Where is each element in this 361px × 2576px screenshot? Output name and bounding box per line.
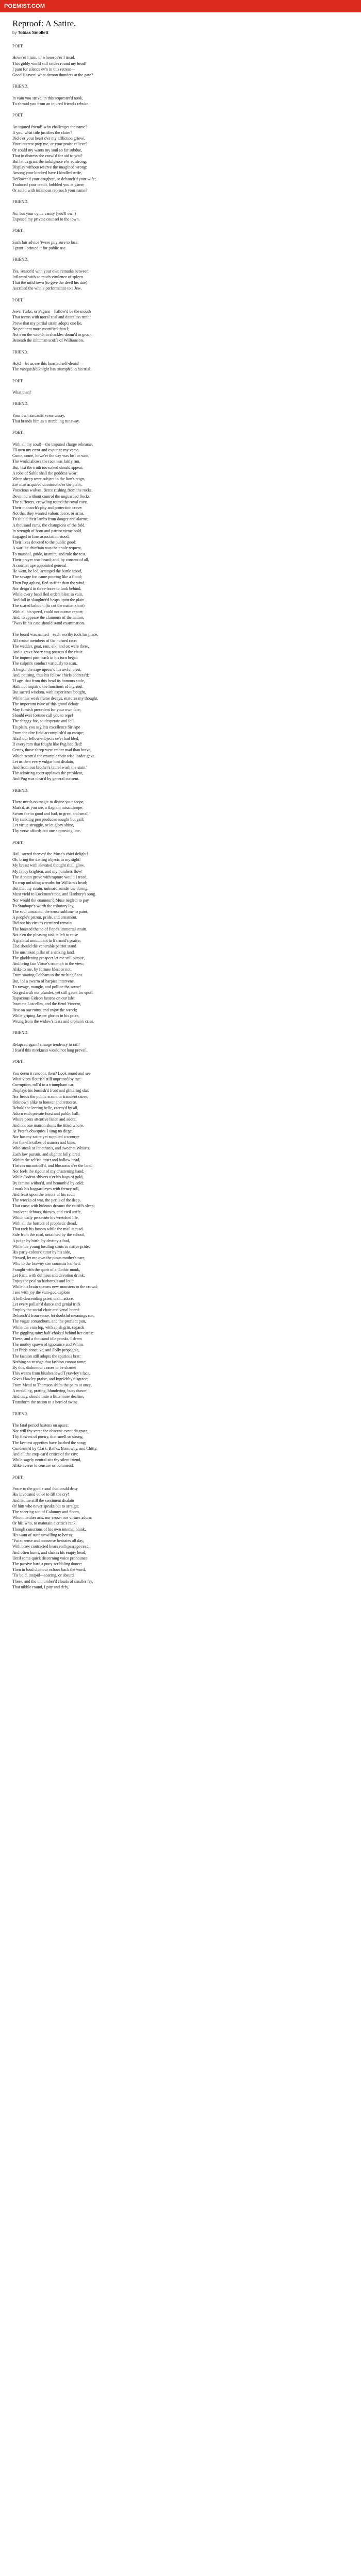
poem-line: Who to the brawny sire commits her heir. <box>12 1261 81 1266</box>
poem-line: Thy rankling pen produces nought but gall: <box>12 817 84 822</box>
poem-line: Who sneak at Jonathan's, and swear at White's. <box>12 1146 90 1151</box>
poem-line: The soul unstain'd, the sense sublime to paint, <box>12 909 88 914</box>
poem-line: Ere man acquired dominion o'er the plain, <box>12 482 82 487</box>
stanza <box>12 240 349 251</box>
poem-line: Condemn'd by Clark, Banks, Barrowby, and Chitty, <box>12 1446 97 1451</box>
poem-line: The fatal period hastens on apace: <box>12 1423 69 1428</box>
poem-page <box>0 12 361 1590</box>
poem-line: And, to appease the clamours of the nation, <box>12 615 84 620</box>
stanza <box>12 401 349 406</box>
poem-line: Alas! our fellow-subjects ne'er had bled, <box>12 736 79 741</box>
poem-line: Engaged in firm association stood, <box>12 534 70 539</box>
speaker-label: POET. <box>12 113 24 118</box>
poem-line: Nor heeds the public scorn, or transient curse, <box>12 1094 88 1099</box>
poem-line: Let Pride conceive, and Folly propagate, <box>12 1348 79 1353</box>
poem-line: The scared baboon, (to cut the matter short) <box>12 603 85 608</box>
poem-line: Debauch'd from sense, let doubtful meanings run, <box>12 1313 95 1318</box>
stanza <box>12 442 349 782</box>
speaker-label: FRIEND. <box>12 1411 28 1416</box>
stanza <box>12 83 349 89</box>
poem-line: Or could my wants my soul so far subdue, <box>12 147 83 152</box>
poem-line: Pleased, let me own the pious mother's care, <box>12 1256 86 1261</box>
poem-line: The admiring court applauds the president, <box>12 771 84 776</box>
poem-line: Gives Hawley praise, and Ingoldsby disgrace; <box>12 1377 89 1382</box>
stanza <box>12 211 349 222</box>
poem-line: While sagely neutral sits thy silent friend, <box>12 1458 81 1463</box>
poem-line: He went, he led, arranged the battle stood, <box>12 569 83 574</box>
poem-line: A grateful monument to Barnard's praise; <box>12 938 81 943</box>
stanza <box>12 268 349 292</box>
poem-line: Until some quick discerning voice pronounce <box>12 1555 88 1561</box>
poem-line: Good Heaven! what demon thunders at the gate? <box>12 73 93 77</box>
poem-line: But let us grant the indulgence e'er so strong; <box>12 159 87 164</box>
stanza <box>12 413 349 424</box>
poem-line: While the young lordling struts in native pride, <box>12 1244 90 1249</box>
poem-line: Gorged with our plunder, yet still gaunt for spoil, <box>12 990 94 995</box>
site-header <box>0 0 361 12</box>
poem-line: Displays his burnish'd front and glittering star; <box>12 1088 89 1093</box>
poem-line: Safe from the road, untainted by the school, <box>12 1232 85 1238</box>
poem-line: Deflower'd your daughter, or debauch'd your wife; <box>12 176 96 181</box>
poem-line: Their prayer was heard; and, by consent of all, <box>12 557 89 562</box>
poem-line: While the vain fop, with apish grin, regards <box>12 1325 85 1330</box>
poem-line: To Stanhope's worth the tributary lay, <box>12 903 74 908</box>
poem-line: With all my soul!—the imputed charge rehearse; <box>12 442 93 447</box>
stanza <box>12 1486 349 1590</box>
poem-line: A courtier ape appointed general. <box>12 563 68 568</box>
poem-line: Exposed my private counsel to the town. <box>12 216 80 222</box>
stanza <box>12 430 349 435</box>
poem-line: Corruption, roll'd in a triumphant car, <box>12 1082 74 1088</box>
poem-line: The world allows the race was fairly run. <box>12 459 80 464</box>
poem-line: His want of taste unwilling to betray, <box>12 1532 74 1537</box>
poem-line: Transform the nation to a herd of swine. <box>12 1400 79 1405</box>
poem-line: Mark'd, as you are, a flagrant misanthrope: <box>12 805 84 810</box>
poem-line: Display without reserve the imagined wrong: <box>12 165 87 170</box>
poem-line: Then Pug aghast, fled swifter than the wind, <box>12 580 86 585</box>
poem-line: Ascribed the whole performance to a Jew. <box>12 286 82 291</box>
stanza <box>12 1059 349 1064</box>
poem-line: Enjoy the peal so barbarous and loud, <box>12 1279 75 1284</box>
poem-line: While Codrus shivers o'er his bags of gold, <box>12 1175 84 1180</box>
poem-line: I pant for silence ev'n in this retreat— <box>12 66 75 72</box>
poem-line: Thrives uncontroll'd, and blossoms o'er the land, <box>12 1163 93 1168</box>
poem-line: From Mead to Thomson shifts the palm at once, <box>12 1382 92 1387</box>
poem-line: Behold the leering belle, caress'd by all, <box>12 1105 78 1110</box>
poem-line: 'If age, that from this head its honours stole, <box>12 679 85 684</box>
poem-line: But sacred wisdom, with experience bought, <box>12 690 86 695</box>
poem-line: Yes, season'd with your own remarks between, <box>12 268 90 274</box>
poem-line: And bring fair Virtue's triumph to the view; <box>12 961 85 966</box>
poem-line: The vague conundrum, and the prurient pun, <box>12 1319 86 1324</box>
poem-line: And often hums, and shakes his empty head, <box>12 1550 86 1555</box>
poem-line: That brands him as a trembling runaway. <box>12 418 80 423</box>
poem-line: Hail, sacred themes! the Muse's chief delight! <box>12 852 88 857</box>
poem-line: 'Twas fit his case should stand examination. <box>12 620 85 625</box>
stanza <box>12 840 349 845</box>
poem-line: For the vile tribes of usurers and bites, <box>12 1140 76 1145</box>
poem-line: A thousand rams, the champions of the fold, <box>12 522 86 528</box>
speaker-label: POET. <box>12 378 24 383</box>
poem-line: Prove that my partial strain adopts one lie, <box>12 320 83 326</box>
poem-line: Traduced your credit, bubbled you at game; <box>12 182 85 187</box>
stanza <box>12 199 349 205</box>
poem-title: Reproof: A Satire. <box>12 19 76 28</box>
site-logo[interactable]: POEMIST.COM <box>4 3 45 9</box>
poem-line: There needs no magic to divine your scope, <box>12 800 85 805</box>
poem-line: These, and a thousand idle pranks, I deem <box>12 1336 82 1342</box>
poem-line: Or soil'd with infamous reproach your name? <box>12 188 87 193</box>
poem-body <box>12 43 349 1590</box>
poem-line: Not e'en the pleasing task is left to raise <box>12 932 78 937</box>
speaker-label: FRIEND. <box>12 349 28 354</box>
poem-line: Oh, bring the darling objects to my sight! <box>12 857 81 862</box>
poem-line: This weans from blushes lewd Tyrawley's face, <box>12 1371 91 1376</box>
poem-line: Thy flowers of poetry, that smell so strong, <box>12 1434 84 1439</box>
poem-line: Nor would the enamour'd Muse neglect to pay <box>12 897 89 903</box>
poem-line: Wrung from the widow's tears and orphan's cries. <box>12 1019 94 1024</box>
poem-line: No; but your cynic vanity (you'll own) <box>12 211 76 216</box>
poem-line: Thy verse affords not one approving line. <box>12 828 81 834</box>
poem-line: The vanquish'd knight has triumph'd in his trial. <box>12 367 92 372</box>
poem-line: Nor will thy verse the obscene event disgrace; <box>12 1429 89 1434</box>
poem-line: That teems with moral zeal and dauntless truth! <box>12 315 91 320</box>
stanza <box>12 389 349 395</box>
byline-prefix: by <box>12 30 17 35</box>
poem-line: With brow contracted hears each passage read, <box>12 1544 90 1549</box>
poem-line: Sworn foe to good and bad, to great and small, <box>12 811 90 816</box>
poem-line: Not that they wanted valour, force, or arms, <box>12 511 85 516</box>
poem-line: The unshaken pillar of a sinking land. <box>12 950 75 955</box>
author-link[interactable]: Tobias Smollett <box>18 30 48 35</box>
poem-line: The wedder, goat, ram, elk, and ox were there, <box>12 643 89 649</box>
poem-line: From soaring Cobham to the melting Scot. <box>12 973 83 978</box>
poem-line: A length the sage uprear'd his awful crest, <box>12 667 81 672</box>
poem-line: An injured friend!-who challenges the name? <box>12 124 88 129</box>
poem-line <box>12 626 349 632</box>
poem-line: That nibble round, I pity and defy. <box>12 1584 69 1589</box>
poem-line: While this weak frame decays, matures my thought, <box>12 696 99 701</box>
speaker-label: FRIEND. <box>12 84 28 89</box>
stanza <box>12 228 349 233</box>
poem-line: A people's patron, pride, and ornament, <box>12 915 77 920</box>
poem-line: While his brain spawns new monsters to the crowd; <box>12 1284 98 1290</box>
speaker-label: POET. <box>12 1475 24 1480</box>
poem-line: Howe'er I turn, or wheresoe'er I tread, <box>12 55 75 60</box>
poem-line: Did not his virtues eternized remain <box>12 921 72 926</box>
poem-line: These, and the unnumber'd clouds of smaller fry, <box>12 1579 93 1584</box>
poem-line: Such fair advice 'twere pity sure to lose: <box>12 240 79 245</box>
poem-line: A hell-descending priest and... adore. <box>12 1296 74 1301</box>
poem-line: Inflamed with so much virulence of spleen <box>12 274 83 279</box>
poem-line: When sheep were subject to the lion's reign, <box>12 476 85 481</box>
poem-line: Should ever fortune call you to repel <box>12 713 73 718</box>
poem-line: Hold—let us see this boasted self-denial— <box>12 361 84 366</box>
poem-line: I grant I printed it for public use. <box>12 245 67 250</box>
poem-line: A robe of Sable shall the goddess wear: <box>12 470 78 476</box>
poem-line: The savage foe came pouring like a flood; <box>12 574 82 580</box>
poem-line: The culprit's conduct variously to scan. <box>12 661 77 666</box>
poem-line: Alike to me, by fortune blest or not, <box>12 967 72 972</box>
poem-line: What vices flourish still unpruned by me: <box>12 1076 81 1081</box>
poem-line: The boasted theme of Pope's immortal strain. <box>12 926 87 931</box>
poem-line: And a grave hoary stag possess'd the chair. <box>12 650 83 654</box>
poem-line: Rapacious Gideon fastens on our isle: <box>12 996 75 1001</box>
speaker-label: POET. <box>12 840 24 845</box>
poem-line: By famine wither'd, and benumb'd by cold; <box>12 1180 84 1185</box>
poem-line: If every ram that fought like Pug had fled! <box>12 742 83 747</box>
poem-line: The sneering son of Calumny and Scorn, <box>12 1510 80 1515</box>
poem-line: I'll own my error and expunge my verse. <box>12 447 79 452</box>
speaker-label: FRIEND. <box>12 1030 28 1036</box>
poem-line: If you, what title justifies the claim? <box>12 130 72 135</box>
poem-line: Let Rich, with dullness and devotion drunk, <box>12 1273 85 1278</box>
poem-line: Their lives devoted to the public good: <box>12 540 76 545</box>
stanza <box>12 1042 349 1053</box>
poem-line: Devour'd without control the unguarded flocks: <box>12 494 91 499</box>
poem-line: The gladdening prospect let me still pursue, <box>12 955 85 960</box>
poem-line: But that my strain, unheard amidst the throng, <box>12 886 89 891</box>
poem-line: At Peter's obsequies I sung no dirge; <box>12 1128 73 1133</box>
poem-line: Which daily persecute his wretched life, <box>12 1215 79 1220</box>
poem-line: Nor deign'd in three-leave to look behind; <box>12 586 81 591</box>
poem-line: The important issue of this grand debate <box>12 701 79 706</box>
poem-line: Nor feels the rigour of my chastening hand: <box>12 1169 85 1174</box>
poem-line: 'Twixt sense and nonsense hesitates all day, <box>12 1538 84 1544</box>
poem-line: A judge by birth, by destiny a fool, <box>12 1238 70 1243</box>
poem-line: Which scorn'd the example their wise leader gave. <box>12 753 95 758</box>
poem-line: Or his, who, to maintain a critic's rank, <box>12 1521 77 1526</box>
poem-line: The inquest past, each in his turn began <box>12 655 78 660</box>
poem-line: Their monarch's pity and protection crave: <box>12 505 83 510</box>
speaker-label: POET. <box>12 430 24 435</box>
poem-line: In strength of horn and patriot virtue bold, <box>12 528 83 533</box>
stanza <box>12 309 349 343</box>
stanza <box>12 788 349 793</box>
poem-line: The board was named—each worthy took his place, <box>12 632 99 637</box>
poem-line: Come, come, howe'er the day was lost or won, <box>12 453 90 459</box>
poem-line: While griping Jasper glories in his prize, <box>12 1013 79 1018</box>
poem-line: You deem it rancour, then? Look round and see <box>12 1071 91 1076</box>
speaker-label: POET. <box>12 228 24 233</box>
stanza <box>12 1030 349 1036</box>
poem-line: To marshal, guide, instruct, and rule the rest. <box>12 551 86 556</box>
poem-line: All senior members of the horned race: <box>12 638 77 643</box>
poem-line: This giddy world still rattles round my head! <box>12 61 87 66</box>
poem-line: I fear'd this meekness would not long prevail. <box>12 1047 88 1053</box>
poem-line: From the dire field accomplish'd an escape; <box>12 730 85 735</box>
poem-line: I see with joy the vain-god deplore <box>12 1290 70 1295</box>
speaker-label: POET. <box>12 44 24 48</box>
poem-line: And feast upon the terrors of his soul; <box>12 1192 75 1197</box>
stanza <box>12 1411 349 1417</box>
poem-line: Let us then every vulgar hint disdain, <box>12 759 74 764</box>
poem-line: And from our brother's laurel wash the stain.' <box>12 765 87 770</box>
poem-line: Your interest prop me, or your praise relieve? <box>12 142 88 147</box>
speaker-label: POET. <box>12 297 24 302</box>
stanza <box>12 257 349 262</box>
stanza <box>12 43 349 49</box>
poem-line: Where peers attentive listen and adore, <box>12 1117 77 1122</box>
poem-line: Your own sarcastic verse unsay, <box>12 413 65 418</box>
poem-line: Though conscious of his own internal blank, <box>12 1527 86 1532</box>
poem-line: That curse with hideous dreams the caitiff's sleep; <box>12 1204 95 1209</box>
poem-line: Tis plain, you say, his excellence Sir Ape <box>12 724 80 730</box>
speaker-label: FRIEND. <box>12 401 28 406</box>
stanza <box>12 124 349 193</box>
poem-line: Then in loud clamour echoes back the word, <box>12 1567 86 1572</box>
poem-line: Unknown alike to honour and remorse. <box>12 1099 77 1105</box>
poem-line: To ravage, mangle, and pollute the scene! <box>12 984 81 989</box>
poem-line: With all his speed, could not outrun report; <box>12 609 84 614</box>
poem-line: Within the selfish heart and hollow head, <box>12 1157 80 1162</box>
poem-line: Hath not impair'd the functions of my soul, <box>12 684 84 689</box>
poem-line: The keenest appetites have loathed the song; <box>12 1440 86 1445</box>
poem-line: While every band fled orders bleat in vain, <box>12 591 83 597</box>
poem-line: To shroud you from an injured friend's rebuke. <box>12 101 90 106</box>
stanza <box>12 55 349 78</box>
poem-line: Employ the social chair and venal board: <box>12 1308 80 1313</box>
poem-line: Nor has my satire yet supplied a scourge <box>12 1134 79 1139</box>
speaker-label: FRIEND. <box>12 199 28 205</box>
poem-line: Relapsed again! strange tendency to rail! <box>12 1042 80 1047</box>
stanza <box>12 112 349 118</box>
poem-line: Nothing so strange that fashion cannot tame; <box>12 1359 87 1364</box>
poem-line: Jews, Turks, or Pagans—hallow'd be the mouth <box>12 309 91 314</box>
poem-line: And, pausing, thus his fellow chiefs address'd: <box>12 672 89 677</box>
poem-line: The wrecks of war, the perils of the deep, <box>12 1198 81 1203</box>
poem-line: Among your kindred have I kindled strife, <box>12 171 83 176</box>
stanza <box>12 349 349 355</box>
poem-line: The motley spawn of ignorance and Whim. <box>12 1342 84 1347</box>
poem-line: Each low pursuit, and slighter folly, bred <box>12 1151 80 1157</box>
stanza <box>12 297 349 303</box>
poem-line: 'Tis bold, insipid—soaring, or absurd.' <box>12 1573 76 1578</box>
poem-line: That the mild town (to give the devil his due) <box>12 280 88 285</box>
speaker-label: FRIEND. <box>12 788 28 793</box>
poem-line: And fall in slaughter'd heaps upon the plain. <box>12 598 86 603</box>
stanza <box>12 378 349 384</box>
poem-line: The shaggy foe, so desperate and fell. <box>12 719 75 724</box>
stanza <box>12 799 349 834</box>
poem-line: That rack his bosom while the mail is read. <box>12 1227 84 1232</box>
poem-line: Of him who never speaks but to arraign; <box>12 1503 79 1509</box>
poem-line: Not e'en the wretch in shackles doom'd to groan, <box>12 332 93 337</box>
poem-line: In vain you strive, in this sequester'd nook, <box>12 95 84 100</box>
speaker-label: FRIEND. <box>12 257 28 262</box>
poem-line: And not one matron shuns the titled whore. <box>12 1123 84 1128</box>
poem-line: Insatiate Lascelles, and the fiend Vincent, <box>12 1002 81 1007</box>
poem-line: Must yield to Lockman's ode, and Hanbury's song. <box>12 892 96 897</box>
poem-line: To shield their lambs from danger and alarms; <box>12 517 89 522</box>
poem-line: That in distress she crawl'd for aid to you? <box>12 153 83 158</box>
stanza <box>12 851 349 1024</box>
poem-line: And let me still the sentiment disdain <box>12 1498 74 1503</box>
poem-line: Adorn each private feast and public ball; <box>12 1111 80 1116</box>
poem-line: Did e'er your heart o'er my affliction grieve, <box>12 136 85 141</box>
poem-line: Beneath the inhuman scoffs of Williamson. <box>12 338 84 343</box>
poem-line: Peace to the gentle soul that could deny <box>12 1486 78 1492</box>
poem-line: To crop unfading wreaths for William's head; <box>12 880 87 886</box>
poem-line: Certes, those sheep were rather mad than brave, <box>12 748 92 753</box>
poem-line: Fraught with the spirit of a Gothic monk, <box>12 1267 80 1272</box>
poem-line: Voracious wolves, fierce rushing from the rocks, <box>12 488 93 493</box>
poem-line: Insolvent debtors, thieves, and civil strife, <box>12 1209 82 1214</box>
poem-line: His invocated voice to fill the cry! <box>12 1492 69 1497</box>
poem-line: The fashion still adopts the spurious brat: <box>12 1353 81 1359</box>
poem-line: The giggling minx half-choked behind her cards: <box>12 1330 93 1335</box>
poem-line: And Pug was clear'd by general consent. <box>12 776 79 782</box>
stanza <box>12 1422 349 1469</box>
poem-line: His party-colour'd tutor by his side, <box>12 1250 71 1255</box>
poem-line: Alike averse to censure or commend. <box>12 1463 74 1468</box>
poem-line: My fancy brighten, and my numbers flow! <box>12 869 83 874</box>
poem-line: I mark his haggard eyes with frenzy roll, <box>12 1186 80 1191</box>
poem-line: With all the horrors of prophetic dread, <box>12 1221 77 1226</box>
poem-line: Let virtue struggle, or let glory shine, <box>12 823 74 828</box>
stanza <box>12 1475 349 1480</box>
poem-line: The sufferers, crowding round the royal cave, <box>12 499 88 504</box>
poem-line: A warlike chieftain was their sole request, <box>12 546 82 551</box>
poem-line: Rise on our ruins, and enjoy the wreck; <box>12 1007 77 1012</box>
poem-line: A meddling, prating, blundering, busy dunce! <box>12 1388 88 1393</box>
speaker-label: POET. <box>12 1059 24 1064</box>
poem-line: My breast with elevated thought shall glow, <box>12 863 85 868</box>
poem-line: What then? <box>12 389 31 395</box>
poem-line: But, lest the truth too naked should appear, <box>12 465 84 470</box>
poem-line: And all the crop-ear'd critics of the city: <box>12 1452 78 1457</box>
poem-line: But, lo! a swarm of harpies intervene, <box>12 978 75 984</box>
poem-line: The passive bard a puny scribbling dunce; <box>12 1561 83 1566</box>
poem-line: Let every pollish'd dance and genial trick <box>12 1301 81 1307</box>
stanza <box>12 361 349 372</box>
stanza <box>12 1071 349 1405</box>
poem-line: And may, should taste a little more decline, <box>12 1394 84 1399</box>
poem-line: Else should the venerable patriot stand <box>12 944 76 949</box>
byline <box>12 30 349 36</box>
poem-line: The Aonian grove with rapture would I tread, <box>12 874 88 879</box>
poem-line: May furnish precedent for your own fate; <box>12 707 81 713</box>
poem-line: Whom neither arts, nor sense, nor virtues adorn; <box>12 1515 92 1520</box>
stanza <box>12 95 349 107</box>
poem-line: No penitent more mortified than I; <box>12 326 70 331</box>
poem-line: By this, dishonour ceases to be shame: <box>12 1365 76 1370</box>
